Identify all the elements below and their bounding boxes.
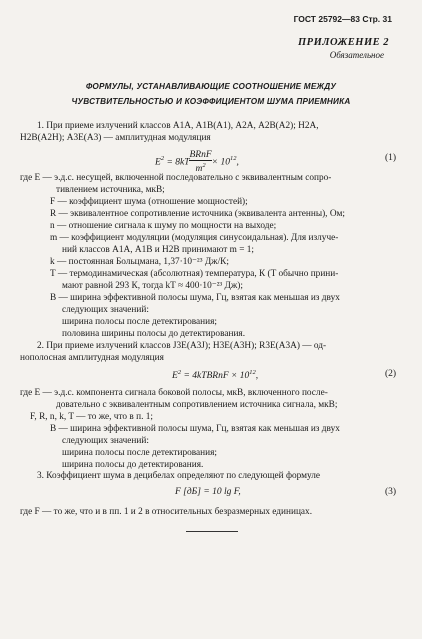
definition-line: половина ширины полосы до детектирования. [62, 329, 246, 339]
definition-line: B — ширина эффективной полосы шума, Гц, взятая как меньшая из двух [50, 424, 340, 434]
definition-line: где F — то же, что и в пп. 1 и 2 в относительных безразмерных единицах. [20, 507, 313, 517]
document-title [20, 79, 402, 109]
title-line-2: ЧУВСТВИТЕЛЬНОСТЬЮ И КОЭФФИЦИЕНТОМ ШУМА ПРИЕМНИКА [71, 97, 351, 106]
end-rule [186, 531, 238, 532]
definition-line: F, R, n, k, T — то же, что в п. 1; [30, 412, 153, 422]
formula-2: $E^2$ = 4kTBRnF × $10^{12}$, [172, 369, 259, 382]
page-header: ГОСТ 25792—83 Стр. 31 [293, 14, 392, 24]
definition-line: где E — э.д.с. компонента сигнала боковой полосы, мкВ, включенного после- [20, 388, 328, 398]
definition-line: ширина полосы до детектирования. [62, 460, 204, 470]
definition-line: ширина полосы после детектирования; [62, 448, 217, 458]
definition-line: T — термодинамическая (абсолютная) температура, К (T обычно прини- [50, 269, 339, 279]
title-line-1: ФОРМУЛЫ, УСТАНАВЛИВАЮЩИЕ СООТНОШЕНИЕ МЕЖДУ [85, 82, 337, 91]
paragraph-3-line-1: 3. Коэффициент шума в децибелах определяют по следующей формуле [37, 471, 321, 481]
definition-line: m — коэффициент модуляции (модуляция синусоидальная). Для излуче- [50, 233, 339, 243]
definition-line: ширина полосы после детектирования; [62, 317, 217, 327]
formula-3-number: (3) [385, 487, 397, 497]
formula-2-number: (2) [385, 369, 397, 379]
formula-1-number: (1) [385, 153, 397, 163]
definition-line: ний классов А1А, А1В и Н2В принимают m = 1; [62, 245, 255, 255]
formula-1: $E^2 = 8kT$ BRnF $m^2$ × $10^{12}$, [155, 150, 239, 175]
definition-line: k — постоянная Больцмана, 1,37·10⁻²³ Дж/К; [50, 257, 229, 267]
definition-line: где E — э.д.с. несущей, включенной последовательно с эквивалентным сопро- [20, 173, 332, 183]
formula-3: F [дБ] = 10 lg F, [175, 487, 241, 497]
definition-line: R — эквивалентное сопротивление источника (эквивалента антенны), Ом; [50, 209, 346, 219]
definition-line: B — ширина эффективной полосы шума, Гц, взятая как меньшая из двух [50, 293, 340, 303]
formula-1-fraction: BRnF $m^2$ [189, 150, 212, 175]
paragraph-1-line-1: 1. При приеме излучений классов А1А, А1В(А1), А2А, А2В(А2); Н2А, [37, 121, 319, 131]
appendix-title: ПРИЛОЖЕНИЕ 2 [298, 37, 389, 48]
definition-line: F — коэффициент шума (отношение мощностей); [50, 197, 248, 207]
paragraph-2-line-1: 2. При приеме излучений классов J3E(A3J); H3E(A3H); R3E(A3A) — од- [37, 341, 327, 351]
definition-line: мают равной 293 К, тогда kT ≈ 400·10⁻²³ Дж); [62, 281, 243, 291]
appendix-subtitle: Обязательное [329, 50, 384, 60]
paragraph-1-line-2: Н2В(А2Н); А3Е(А3) — амплитудная модуляция [20, 133, 211, 143]
definition-line: тивлением источника, мкВ; [56, 185, 165, 195]
definition-line: следующих значений: [62, 305, 149, 315]
definition-line: n — отношение сигнала к шуму по мощности на выходе; [50, 221, 277, 231]
definition-line: довательно с эквивалентным сопротивлением источника сигнала, мкВ; [56, 400, 338, 410]
definition-line: следующих значений: [62, 436, 149, 446]
paragraph-2-line-2: нополосная амплитудная модуляция [20, 353, 164, 363]
